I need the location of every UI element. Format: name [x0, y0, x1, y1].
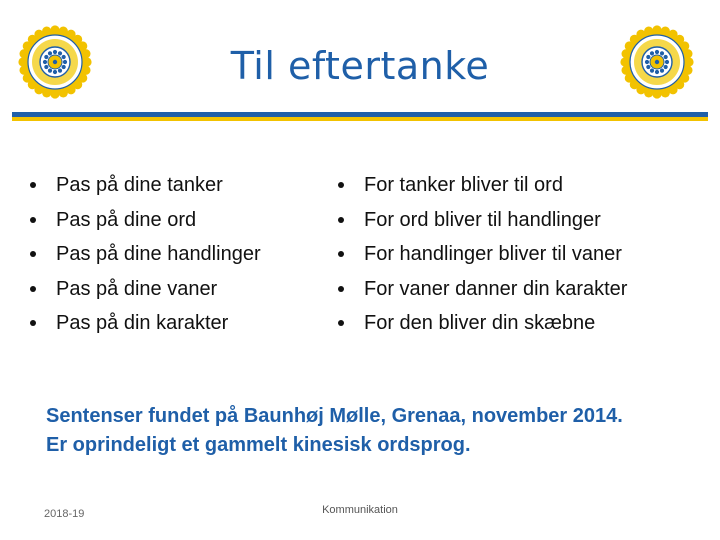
list-item: [30, 237, 330, 272]
list-item-text: For ord bliver til handlinger: [364, 208, 601, 231]
footer-date: 2018-19: [44, 508, 85, 520]
bullet-icon: [30, 320, 36, 326]
list-item: [338, 168, 708, 203]
bullet-icon: [30, 182, 36, 188]
list-item-text: Pas på din karakter: [56, 312, 229, 334]
list-item: [338, 272, 708, 307]
list-item: [30, 306, 330, 341]
bullet-icon: [30, 286, 36, 292]
list-item-text: Pas på dine ord: [56, 208, 197, 231]
inner-wheel-emblem-icon: [18, 25, 92, 99]
list-item-text: Pas på dine handlinger: [56, 243, 261, 265]
list-item: [30, 203, 330, 238]
list-item-text: For handlinger bliver til vaner: [364, 243, 622, 265]
list-item-text: Pas på dine vaner: [56, 277, 218, 300]
bullet-icon: [338, 182, 344, 188]
left-bullet-list: [30, 168, 330, 341]
source-note-line-2: Er oprindeligt et gammelt kinesisk ordsprog.: [46, 434, 471, 456]
list-item: [338, 306, 708, 341]
bullet-icon: [338, 320, 344, 326]
footer-center-text: Kommunikation: [322, 504, 398, 516]
source-note: [46, 402, 686, 460]
slide-title: Til eftertanke: [230, 44, 490, 88]
list-item: [338, 237, 708, 272]
bullet-icon: [338, 251, 344, 257]
source-note-line-1: Sentenser fundet på Baunhøj Mølle, Grenaa, november 2014.: [46, 405, 623, 427]
list-item: [338, 203, 708, 238]
list-item-text: For den bliver din skæbne: [364, 312, 596, 334]
list-item-text: For vaner danner din karakter: [364, 277, 628, 300]
bullet-icon: [338, 217, 344, 223]
list-item: [30, 272, 330, 307]
inner-wheel-emblem-icon: [620, 25, 694, 99]
bullet-icon: [30, 251, 36, 257]
list-item: [30, 168, 330, 203]
bullet-icon: [30, 217, 36, 223]
list-item-text: For tanker bliver til ord: [364, 174, 563, 196]
title-divider-gold: [12, 117, 708, 121]
bullet-icon: [338, 286, 344, 292]
right-bullet-list: [338, 168, 708, 341]
list-item-text: Pas på dine tanker: [56, 174, 223, 196]
